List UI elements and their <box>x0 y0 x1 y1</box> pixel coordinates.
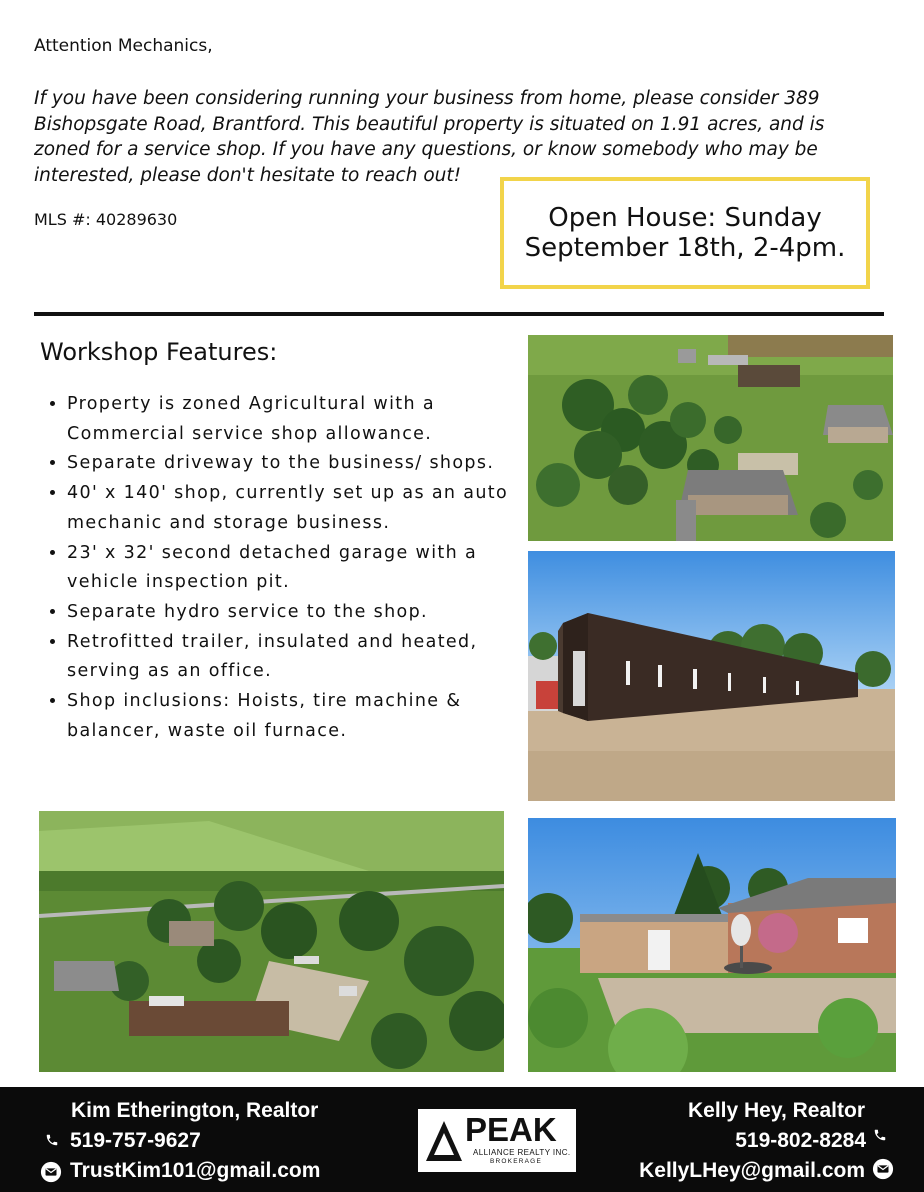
feature-item: • Retrofitted trailer, insulated and heated, serving as an office. <box>67 628 527 687</box>
agent-right-email[interactable]: KellyLHey@gmail.com <box>639 1159 865 1182</box>
agent-right-name: Kelly Hey, Realtor <box>687 1099 865 1122</box>
patio-photo <box>528 818 896 1072</box>
open-house-line: Open House: Sunday <box>548 203 822 233</box>
peak-logo <box>418 1109 576 1172</box>
section-divider <box>34 312 884 316</box>
feature-item: • Property is zoned Agricultural with a Commercial service shop allowance. <box>67 390 527 449</box>
agent-right-phone[interactable]: 519-802-8284 <box>735 1129 866 1152</box>
agent-left-email[interactable]: TrustKim101@gmail.com <box>70 1159 321 1182</box>
intro-line: zoned for a service shop. If you have any questions, or know somebody who may be <box>34 139 818 160</box>
shop-building-photo <box>528 551 895 801</box>
mls-number: MLS #: 40289630 <box>34 210 178 229</box>
intro-line: Bishopsgate Road, Brantford. This beautiful property is situated on 1.91 acres, and is <box>34 113 825 135</box>
feature-item: • Separate hydro service to the shop. <box>67 598 527 628</box>
logo-line1: ALLIANCE REALTY INC. <box>473 1148 571 1157</box>
agent-left-phone[interactable]: 519-757-9627 <box>70 1129 201 1152</box>
logo-line2: BROKERAGE <box>490 1158 542 1165</box>
phone-icon <box>872 1127 888 1143</box>
peak-mountain-icon <box>424 1119 464 1163</box>
aerial-property-photo <box>528 335 893 541</box>
agent-left-name: Kim Etherington, Realtor <box>71 1099 319 1122</box>
feature-item: • Separate driveway to the business/ shops. <box>67 449 527 479</box>
footer <box>0 1087 924 1192</box>
feature-item: • 23' x 32' second detached garage with a vehicle inspection pit. <box>67 539 527 598</box>
features-title: Workshop Features: <box>40 338 278 366</box>
open-house-date: September 18th, 2-4pm. <box>524 233 846 263</box>
email-icon <box>40 1161 62 1183</box>
aerial-wide-photo <box>39 811 504 1072</box>
feature-item: • Shop inclusions: Hoists, tire machine & balancer, waste oil furnace. <box>67 687 527 746</box>
intro-line: interested, please don't hesitate to reach out! <box>34 164 462 186</box>
feature-item: • 40' x 140' shop, currently set up as an auto mechanic and storage business. <box>67 479 527 538</box>
features-list <box>46 390 527 746</box>
logo-brand: PEAK <box>465 1111 557 1148</box>
open-house-box <box>500 177 870 289</box>
intro-line: If you have been considering running your business from home, please consider 389 <box>34 88 820 109</box>
greeting: Attention Mechanics, <box>34 36 213 56</box>
phone-icon <box>44 1132 60 1148</box>
intro-paragraph <box>34 86 864 188</box>
email-icon <box>872 1158 894 1180</box>
